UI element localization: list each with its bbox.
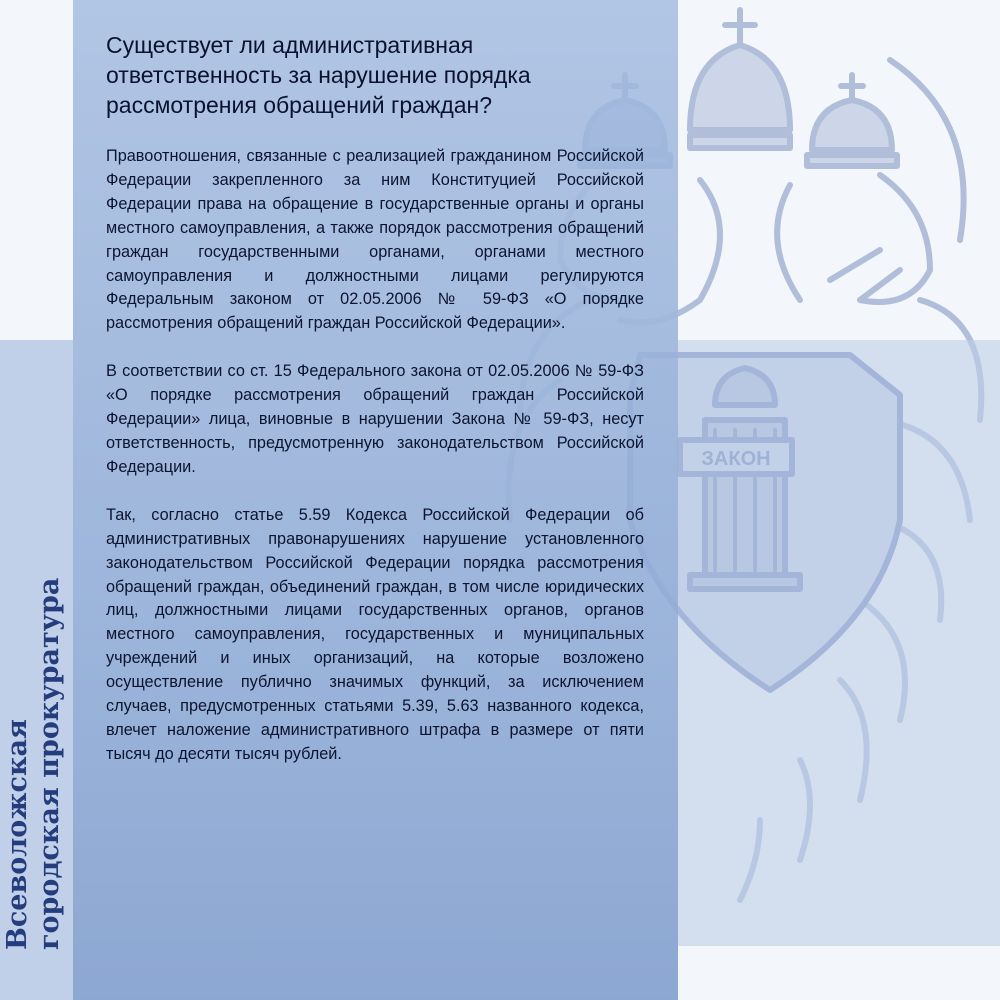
article-paragraph-3: Так, согласно статье 5.59 Кодекса Российской Федерации об административных правонарушениях нарушение установленного законодательством Российской Федерации порядка рассмотрения обращений граждан, объединений граждан, в том числе юридических лиц, должностными лицами государственных органов, органов местного самоуправления, государственных и муниципальных учреждений и иных организаций, на которые возложено осуществление публично значимых функций, за исключением случаев, предусмотренных статьями 5.39, 5.63 названного кодекса, влечет наложение административного штрафа в размере от пяти тысяч до десяти тысяч рублей. — [106, 505, 644, 763]
sidebar-organization-label — [2, 350, 66, 950]
sidebar-label-line1: Всеволожская — [2, 719, 33, 950]
article-paragraph-1: Правоотношения, связанные с реализацией гражданином Российской Федерации закрепленного за ним Конституцией Российской Федерации права на обращение в государственные органы и органы местного самоуправления, а также порядок рассмотрения обращений граждан государственными органами, органами местного самоуправления и должностными лицами регулируются Федеральным законом от 02.05.2006 № 59-ФЗ «О порядке рассмотрения обращений граждан Российской Федерации». — [106, 147, 644, 333]
right-band — [678, 340, 1000, 946]
article-title: Существует ли административная ответственность за нарушение порядка рассмотрения обращений граждан? — [106, 32, 531, 118]
sidebar-label-line2: городская прокуратура — [34, 577, 65, 950]
central-crown-icon — [690, 10, 790, 148]
article-paragraph-2: В соответствии со ст. 15 Федерального закона от 02.05.2006 № 59-ФЗ «О порядке рассмотрения обращений граждан Российской Федерации» лица, виновные в нарушении Закона № 59-ФЗ, несут ответственность, предусмотренную законодательством Российской Федерации. — [106, 362, 644, 476]
article — [106, 30, 644, 791]
left-strip-top — [0, 0, 73, 340]
right-crown-icon — [807, 75, 897, 166]
